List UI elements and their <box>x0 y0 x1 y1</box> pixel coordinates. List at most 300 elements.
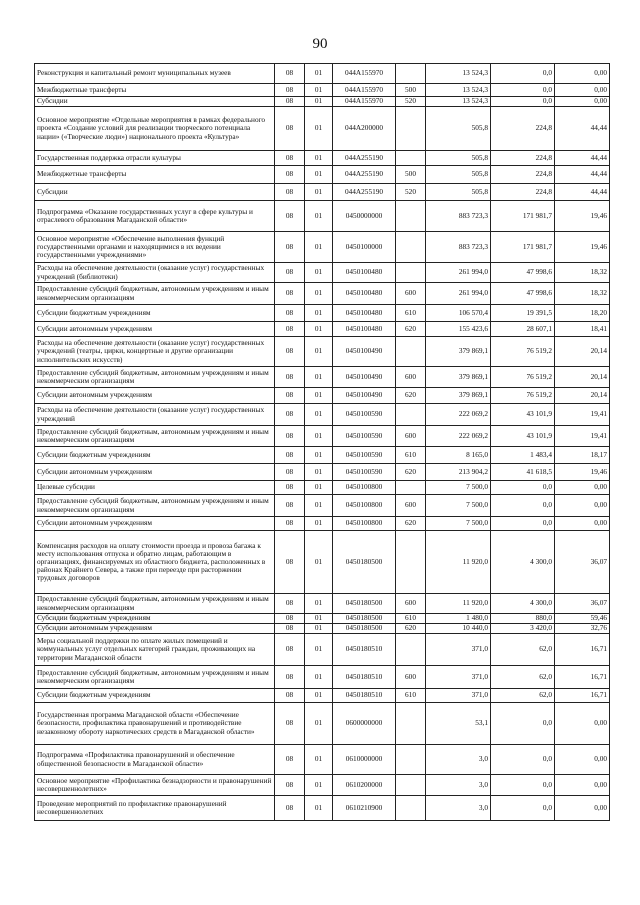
execution-percent-cell: 18,32 <box>555 283 610 305</box>
expense-type-cell <box>396 232 426 263</box>
subsection-code-cell: 01 <box>305 388 333 404</box>
approved-amount-cell: 11 920,0 <box>426 594 491 614</box>
approved-amount-cell: 505,8 <box>426 166 491 184</box>
subsection-code-cell: 01 <box>305 151 333 166</box>
subsection-code-cell: 01 <box>305 594 333 614</box>
expense-type-cell <box>396 634 426 666</box>
table-row <box>35 367 610 388</box>
execution-percent-cell: 0,00 <box>555 745 610 775</box>
execution-percent-cell: 0,00 <box>555 84 610 97</box>
execution-percent-cell: 0,00 <box>555 703 610 745</box>
expense-type-cell: 620 <box>396 517 426 531</box>
subsection-code-cell: 01 <box>305 495 333 517</box>
table-row <box>35 322 610 337</box>
approved-amount-cell: 379 869,1 <box>426 367 491 388</box>
approved-amount-cell: 10 440,0 <box>426 624 491 634</box>
approved-amount-cell: 261 994,0 <box>426 283 491 305</box>
table-row <box>35 634 610 666</box>
execution-percent-cell: 36,07 <box>555 531 610 594</box>
section-code-cell: 08 <box>275 464 305 481</box>
executed-amount-cell: 76 519,2 <box>491 367 555 388</box>
execution-percent-cell: 20,14 <box>555 367 610 388</box>
expense-type-cell <box>396 481 426 495</box>
executed-amount-cell: 171 981,7 <box>491 201 555 232</box>
target-article-cell: 0450180510 <box>333 634 396 666</box>
executed-amount-cell: 62,0 <box>491 666 555 689</box>
approved-amount-cell: 13 524,3 <box>426 84 491 97</box>
executed-amount-cell: 224,8 <box>491 166 555 184</box>
row-name-cell: Основное мероприятие «Профилактика безнадзорности и правонарушений несовершеннолетних» <box>35 775 275 796</box>
target-article-cell: 0450180500 <box>333 614 396 624</box>
approved-amount-cell: 8 165,0 <box>426 447 491 464</box>
approved-amount-cell: 371,0 <box>426 666 491 689</box>
budget-table <box>34 63 610 821</box>
row-name-cell: Субсидии <box>35 97 275 107</box>
section-code-cell: 08 <box>275 367 305 388</box>
approved-amount-cell: 3,0 <box>426 796 491 821</box>
target-article-cell: 0450100480 <box>333 322 396 337</box>
table-row <box>35 201 610 232</box>
section-code-cell: 08 <box>275 666 305 689</box>
table-row <box>35 796 610 821</box>
section-code-cell: 08 <box>275 201 305 232</box>
target-article-cell: 044A155970 <box>333 97 396 107</box>
target-article-cell: 0450180500 <box>333 531 396 594</box>
section-code-cell: 08 <box>275 703 305 745</box>
table-row <box>35 614 610 624</box>
table-row <box>35 263 610 283</box>
table-row <box>35 84 610 97</box>
section-code-cell: 08 <box>275 322 305 337</box>
table-body <box>35 64 610 821</box>
expense-type-cell: 620 <box>396 624 426 634</box>
table-row <box>35 166 610 184</box>
row-name-cell: Предоставление субсидий бюджетным, автономным учреждениям и иным некоммерческим организациям <box>35 283 275 305</box>
section-code-cell: 08 <box>275 796 305 821</box>
subsection-code-cell: 01 <box>305 481 333 495</box>
row-name-cell: Субсидии автономным учреждениям <box>35 388 275 404</box>
expense-type-cell <box>396 775 426 796</box>
expense-type-cell: 500 <box>396 84 426 97</box>
section-code-cell: 08 <box>275 404 305 426</box>
approved-amount-cell: 505,8 <box>426 107 491 151</box>
table-row <box>35 305 610 322</box>
target-article-cell: 0450100480 <box>333 263 396 283</box>
executed-amount-cell: 19 391,5 <box>491 305 555 322</box>
table-row <box>35 464 610 481</box>
expense-type-cell: 610 <box>396 447 426 464</box>
expense-type-cell: 600 <box>396 594 426 614</box>
row-name-cell: Государственная программа Магаданской области «Обеспечение безопасности, профилактика правонарушений и противодействие незаконному обороту наркотических средств в Магаданской области» <box>35 703 275 745</box>
row-name-cell: Субсидии автономным учреждениям <box>35 624 275 634</box>
execution-percent-cell: 18,17 <box>555 447 610 464</box>
executed-amount-cell: 76 519,2 <box>491 388 555 404</box>
approved-amount-cell: 505,8 <box>426 151 491 166</box>
execution-percent-cell: 16,71 <box>555 689 610 703</box>
table-row <box>35 666 610 689</box>
target-article-cell: 0450180500 <box>333 624 396 634</box>
section-code-cell: 08 <box>275 388 305 404</box>
subsection-code-cell: 01 <box>305 322 333 337</box>
subsection-code-cell: 01 <box>305 404 333 426</box>
target-article-cell: 0450100000 <box>333 232 396 263</box>
subsection-code-cell: 01 <box>305 517 333 531</box>
row-name-cell: Проведение мероприятий по профилактике правонарушений несовершеннолетних <box>35 796 275 821</box>
approved-amount-cell: 155 423,6 <box>426 322 491 337</box>
section-code-cell: 08 <box>275 107 305 151</box>
target-article-cell: 0450100590 <box>333 404 396 426</box>
subsection-code-cell: 01 <box>305 64 333 84</box>
expense-type-cell: 600 <box>396 495 426 517</box>
table-row <box>35 184 610 201</box>
execution-percent-cell: 44,44 <box>555 166 610 184</box>
approved-amount-cell: 11 920,0 <box>426 531 491 594</box>
table-row <box>35 388 610 404</box>
target-article-cell: 0450100480 <box>333 283 396 305</box>
section-code-cell: 08 <box>275 624 305 634</box>
row-name-cell: Основное мероприятие «Отдельные мероприятия в рамках федерального проекта «Создание условий для реализации творческого потенциала нации» («Творческие люди») национального проекта «Культура» <box>35 107 275 151</box>
expense-type-cell <box>396 201 426 232</box>
execution-percent-cell: 32,76 <box>555 624 610 634</box>
expense-type-cell <box>396 337 426 367</box>
target-article-cell: 0450100590 <box>333 426 396 447</box>
executed-amount-cell: 0,0 <box>491 84 555 97</box>
subsection-code-cell: 01 <box>305 447 333 464</box>
target-article-cell: 0450100800 <box>333 481 396 495</box>
expense-type-cell: 600 <box>396 666 426 689</box>
section-code-cell: 08 <box>275 634 305 666</box>
target-article-cell: 0450000000 <box>333 201 396 232</box>
approved-amount-cell: 7 500,0 <box>426 481 491 495</box>
subsection-code-cell: 01 <box>305 84 333 97</box>
section-code-cell: 08 <box>275 495 305 517</box>
subsection-code-cell: 01 <box>305 666 333 689</box>
row-name-cell: Субсидии автономным учреждениям <box>35 322 275 337</box>
execution-percent-cell: 44,44 <box>555 151 610 166</box>
row-name-cell: Расходы на обеспечение деятельности (оказание услуг) государственных учреждений <box>35 404 275 426</box>
row-name-cell: Подпрограмма «Профилактика правонарушений и обеспечение общественной безопасности в Магаданской области» <box>35 745 275 775</box>
executed-amount-cell: 0,0 <box>491 495 555 517</box>
approved-amount-cell: 7 500,0 <box>426 495 491 517</box>
table-row <box>35 426 610 447</box>
row-name-cell: Предоставление субсидий бюджетным, автономным учреждениям и иным некоммерческим организациям <box>35 666 275 689</box>
target-article-cell: 0450180510 <box>333 689 396 703</box>
row-name-cell: Предоставление субсидий бюджетным, автономным учреждениям и иным некоммерческим организациям <box>35 426 275 447</box>
approved-amount-cell: 213 904,2 <box>426 464 491 481</box>
expense-type-cell: 610 <box>396 305 426 322</box>
table-row <box>35 689 610 703</box>
section-code-cell: 08 <box>275 689 305 703</box>
subsection-code-cell: 01 <box>305 634 333 666</box>
execution-percent-cell: 0,00 <box>555 495 610 517</box>
row-name-cell: Подпрограмма «Оказание государственных услуг в сфере культуры и отраслевого образования Магаданской области» <box>35 201 275 232</box>
expense-type-cell <box>396 404 426 426</box>
subsection-code-cell: 01 <box>305 367 333 388</box>
section-code-cell: 08 <box>275 97 305 107</box>
executed-amount-cell: 62,0 <box>491 634 555 666</box>
row-name-cell: Межбюджетные трансферты <box>35 166 275 184</box>
executed-amount-cell: 41 618,5 <box>491 464 555 481</box>
subsection-code-cell: 01 <box>305 426 333 447</box>
executed-amount-cell: 43 101,9 <box>491 426 555 447</box>
approved-amount-cell: 222 069,2 <box>426 426 491 447</box>
executed-amount-cell: 224,8 <box>491 107 555 151</box>
subsection-code-cell: 01 <box>305 263 333 283</box>
executed-amount-cell: 224,8 <box>491 151 555 166</box>
row-name-cell: Предоставление субсидий бюджетным, автономным учреждениям и иным некоммерческим организациям <box>35 495 275 517</box>
section-code-cell: 08 <box>275 232 305 263</box>
row-name-cell: Предоставление субсидий бюджетным, автономным учреждениям и иным некоммерческим организациям <box>35 594 275 614</box>
subsection-code-cell: 01 <box>305 775 333 796</box>
executed-amount-cell: 28 607,1 <box>491 322 555 337</box>
section-code-cell: 08 <box>275 426 305 447</box>
approved-amount-cell: 261 994,0 <box>426 263 491 283</box>
row-name-cell: Целевые субсидии <box>35 481 275 495</box>
execution-percent-cell: 0,00 <box>555 796 610 821</box>
expense-type-cell <box>396 531 426 594</box>
subsection-code-cell: 01 <box>305 745 333 775</box>
section-code-cell: 08 <box>275 481 305 495</box>
approved-amount-cell: 371,0 <box>426 689 491 703</box>
execution-percent-cell: 19,41 <box>555 404 610 426</box>
executed-amount-cell: 62,0 <box>491 689 555 703</box>
subsection-code-cell: 01 <box>305 624 333 634</box>
executed-amount-cell: 224,8 <box>491 184 555 201</box>
row-name-cell: Расходы на обеспечение деятельности (оказание услуг) государственных учреждений (библиотеки) <box>35 263 275 283</box>
approved-amount-cell: 13 524,3 <box>426 64 491 84</box>
section-code-cell: 08 <box>275 447 305 464</box>
expense-type-cell <box>396 64 426 84</box>
row-name-cell: Субсидии <box>35 184 275 201</box>
target-article-cell: 0450100480 <box>333 305 396 322</box>
subsection-code-cell: 01 <box>305 703 333 745</box>
subsection-code-cell: 01 <box>305 184 333 201</box>
target-article-cell: 0450100800 <box>333 517 396 531</box>
expense-type-cell: 600 <box>396 283 426 305</box>
executed-amount-cell: 3 420,0 <box>491 624 555 634</box>
approved-amount-cell: 379 869,1 <box>426 337 491 367</box>
subsection-code-cell: 01 <box>305 201 333 232</box>
subsection-code-cell: 01 <box>305 97 333 107</box>
row-name-cell: Меры социальной поддержки по оплате жилых помещений и коммунальных услуг отдельных категорий граждан, проживающих на территории Магаданской области <box>35 634 275 666</box>
table-row <box>35 703 610 745</box>
expense-type-cell: 620 <box>396 464 426 481</box>
row-name-cell: Основное мероприятие «Обеспечение выполнения функций государственными органами и находящимися в их ведении государственными учреждениями» <box>35 232 275 263</box>
target-article-cell: 044A255190 <box>333 166 396 184</box>
subsection-code-cell: 01 <box>305 796 333 821</box>
executed-amount-cell: 880,0 <box>491 614 555 624</box>
subsection-code-cell: 01 <box>305 283 333 305</box>
table-row <box>35 107 610 151</box>
execution-percent-cell: 18,32 <box>555 263 610 283</box>
table-row <box>35 97 610 107</box>
subsection-code-cell: 01 <box>305 531 333 594</box>
target-article-cell: 0450100490 <box>333 337 396 367</box>
subsection-code-cell: 01 <box>305 614 333 624</box>
section-code-cell: 08 <box>275 184 305 201</box>
target-article-cell: 0450100800 <box>333 495 396 517</box>
target-article-cell: 0450100490 <box>333 367 396 388</box>
approved-amount-cell: 371,0 <box>426 634 491 666</box>
execution-percent-cell: 19,41 <box>555 426 610 447</box>
execution-percent-cell: 16,71 <box>555 634 610 666</box>
section-code-cell: 08 <box>275 84 305 97</box>
table-row <box>35 745 610 775</box>
subsection-code-cell: 01 <box>305 464 333 481</box>
expense-type-cell <box>396 745 426 775</box>
row-name-cell: Межбюджетные трансферты <box>35 84 275 97</box>
expense-type-cell <box>396 263 426 283</box>
target-article-cell: 0450100490 <box>333 388 396 404</box>
execution-percent-cell: 19,46 <box>555 232 610 263</box>
approved-amount-cell: 505,8 <box>426 184 491 201</box>
approved-amount-cell: 1 480,0 <box>426 614 491 624</box>
executed-amount-cell: 0,0 <box>491 796 555 821</box>
approved-amount-cell: 222 069,2 <box>426 404 491 426</box>
execution-percent-cell: 59,46 <box>555 614 610 624</box>
executed-amount-cell: 0,0 <box>491 703 555 745</box>
section-code-cell: 08 <box>275 775 305 796</box>
subsection-code-cell: 01 <box>305 166 333 184</box>
expense-type-cell: 600 <box>396 426 426 447</box>
target-article-cell: 044A255190 <box>333 151 396 166</box>
approved-amount-cell: 53,1 <box>426 703 491 745</box>
executed-amount-cell: 4 300,0 <box>491 531 555 594</box>
expense-type-cell <box>396 151 426 166</box>
table-row <box>35 624 610 634</box>
approved-amount-cell: 3,0 <box>426 745 491 775</box>
table-row <box>35 495 610 517</box>
execution-percent-cell: 36,07 <box>555 594 610 614</box>
table-row <box>35 531 610 594</box>
target-article-cell: 0450100590 <box>333 464 396 481</box>
expense-type-cell: 520 <box>396 184 426 201</box>
row-name-cell: Государственная поддержка отрасли культуры <box>35 151 275 166</box>
expense-type-cell: 620 <box>396 388 426 404</box>
row-name-cell: Предоставление субсидий бюджетным, автономным учреждениям и иным некоммерческим организациям <box>35 367 275 388</box>
expense-type-cell <box>396 703 426 745</box>
row-name-cell: Субсидии автономным учреждениям <box>35 517 275 531</box>
target-article-cell: 044A255190 <box>333 184 396 201</box>
section-code-cell: 08 <box>275 614 305 624</box>
execution-percent-cell: 19,46 <box>555 201 610 232</box>
section-code-cell: 08 <box>275 594 305 614</box>
row-name-cell: Субсидии бюджетным учреждениям <box>35 689 275 703</box>
execution-percent-cell: 44,44 <box>555 107 610 151</box>
target-article-cell: 044A155970 <box>333 84 396 97</box>
expense-type-cell <box>396 796 426 821</box>
target-article-cell: 0450100590 <box>333 447 396 464</box>
section-code-cell: 08 <box>275 531 305 594</box>
target-article-cell: 044A200000 <box>333 107 396 151</box>
approved-amount-cell: 7 500,0 <box>426 517 491 531</box>
executed-amount-cell: 0,0 <box>491 517 555 531</box>
executed-amount-cell: 0,0 <box>491 64 555 84</box>
target-article-cell: 0600000000 <box>333 703 396 745</box>
section-code-cell: 08 <box>275 305 305 322</box>
table-row <box>35 517 610 531</box>
target-article-cell: 0450180500 <box>333 594 396 614</box>
executed-amount-cell: 1 483,4 <box>491 447 555 464</box>
table-row <box>35 594 610 614</box>
section-code-cell: 08 <box>275 166 305 184</box>
expense-type-cell: 620 <box>396 322 426 337</box>
executed-amount-cell: 43 101,9 <box>491 404 555 426</box>
section-code-cell: 08 <box>275 263 305 283</box>
section-code-cell: 08 <box>275 151 305 166</box>
row-name-cell: Компенсация расходов на оплату стоимости проезда и провоза багажа к месту использования отпуска и обратно лицам, работающим в организациях, финансируемых из областного бюджета, расположенных в районах Крайнего Севера, а также при переезде при расторжении трудовых договоров <box>35 531 275 594</box>
row-name-cell: Субсидии автономным учреждениям <box>35 464 275 481</box>
table-row <box>35 232 610 263</box>
table-row <box>35 64 610 84</box>
approved-amount-cell: 3,0 <box>426 775 491 796</box>
target-article-cell: 0610210900 <box>333 796 396 821</box>
approved-amount-cell: 13 524,3 <box>426 97 491 107</box>
execution-percent-cell: 18,20 <box>555 305 610 322</box>
expense-type-cell: 520 <box>396 97 426 107</box>
subsection-code-cell: 01 <box>305 337 333 367</box>
section-code-cell: 08 <box>275 745 305 775</box>
execution-percent-cell: 20,14 <box>555 337 610 367</box>
section-code-cell: 08 <box>275 64 305 84</box>
target-article-cell: 0450180510 <box>333 666 396 689</box>
executed-amount-cell: 0,0 <box>491 481 555 495</box>
page-number: 90 <box>312 36 328 52</box>
execution-percent-cell: 0,00 <box>555 481 610 495</box>
expense-type-cell: 610 <box>396 689 426 703</box>
target-article-cell: 044A155970 <box>333 64 396 84</box>
execution-percent-cell: 16,71 <box>555 666 610 689</box>
table-row <box>35 775 610 796</box>
table-row <box>35 481 610 495</box>
section-code-cell: 08 <box>275 337 305 367</box>
execution-percent-cell: 0,00 <box>555 64 610 84</box>
row-name-cell: Субсидии бюджетным учреждениям <box>35 305 275 322</box>
approved-amount-cell: 883 723,3 <box>426 201 491 232</box>
executed-amount-cell: 4 300,0 <box>491 594 555 614</box>
table-row <box>35 151 610 166</box>
row-name-cell: Субсидии бюджетным учреждениям <box>35 447 275 464</box>
execution-percent-cell: 0,00 <box>555 97 610 107</box>
subsection-code-cell: 01 <box>305 305 333 322</box>
approved-amount-cell: 379 869,1 <box>426 388 491 404</box>
expense-type-cell: 610 <box>396 614 426 624</box>
expense-type-cell: 500 <box>396 166 426 184</box>
executed-amount-cell: 0,0 <box>491 97 555 107</box>
table-row <box>35 447 610 464</box>
execution-percent-cell: 19,46 <box>555 464 610 481</box>
subsection-code-cell: 01 <box>305 232 333 263</box>
expense-type-cell: 600 <box>396 367 426 388</box>
executed-amount-cell: 0,0 <box>491 745 555 775</box>
execution-percent-cell: 44,44 <box>555 184 610 201</box>
executed-amount-cell: 47 998,6 <box>491 263 555 283</box>
table-row <box>35 404 610 426</box>
subsection-code-cell: 01 <box>305 107 333 151</box>
execution-percent-cell: 20,14 <box>555 388 610 404</box>
approved-amount-cell: 883 723,3 <box>426 232 491 263</box>
executed-amount-cell: 171 981,7 <box>491 232 555 263</box>
table-row <box>35 283 610 305</box>
executed-amount-cell: 47 998,6 <box>491 283 555 305</box>
execution-percent-cell: 0,00 <box>555 517 610 531</box>
expense-type-cell <box>396 107 426 151</box>
subsection-code-cell: 01 <box>305 689 333 703</box>
execution-percent-cell: 0,00 <box>555 775 610 796</box>
table-row <box>35 337 610 367</box>
target-article-cell: 0610200000 <box>333 775 396 796</box>
row-name-cell: Реконструкция и капитальный ремонт муниципальных музеев <box>35 64 275 84</box>
